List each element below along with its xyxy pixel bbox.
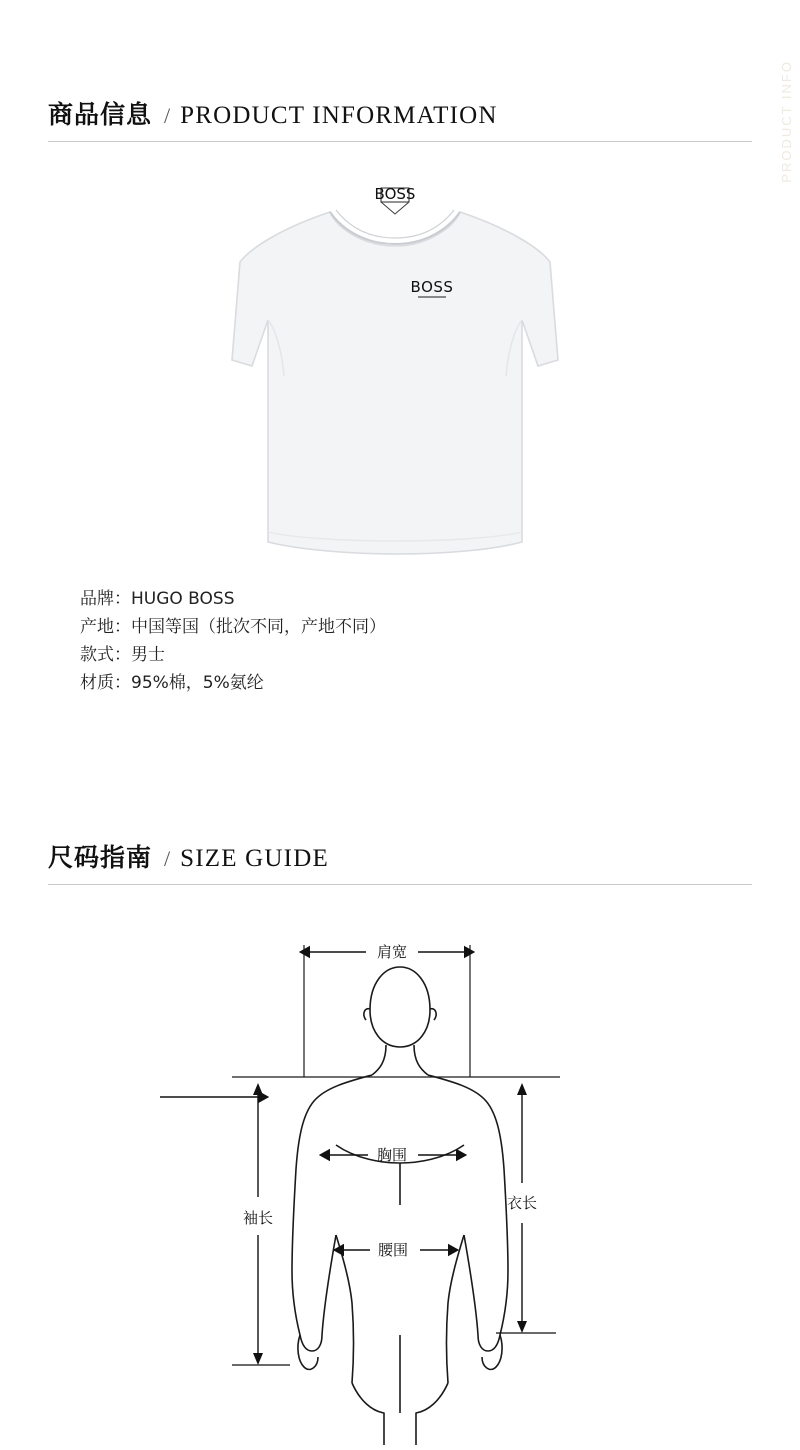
spec-row-brand (80, 585, 386, 613)
measure-length (496, 1083, 556, 1333)
measure-label-length: 衣长 (506, 1194, 538, 1212)
heading-titles-2 (48, 838, 752, 874)
heading-title-cn-2: 尺码指南 (48, 843, 153, 872)
measure-label-sleeve: 袖长 (242, 1209, 274, 1227)
size-guide-diagram (0, 905, 800, 1445)
heading-slash-2: / (164, 846, 171, 871)
reference-lines (232, 945, 560, 1077)
product-spec-list (80, 585, 386, 697)
spec-label-brand: 品牌： (80, 589, 131, 609)
heading-divider (48, 141, 752, 142)
measure-waist (344, 1241, 448, 1259)
svg-text:BOSS: BOSS (410, 278, 454, 296)
section-heading-size-guide (48, 838, 752, 885)
product-image (0, 170, 800, 570)
spec-label-origin: 产地： (80, 617, 131, 637)
chest-brand-logo (411, 278, 454, 297)
watermark-text: PRODUCT INFO (779, 60, 794, 183)
spec-row-material (80, 669, 386, 697)
spec-value-material: 95%棉，5%氨纶 (131, 673, 264, 693)
measure-sleeve (160, 1083, 290, 1365)
spec-label-style: 款式： (80, 645, 131, 665)
spec-row-style (80, 641, 386, 669)
neck-brand-label (375, 185, 416, 214)
section-heading-product-information (48, 95, 752, 142)
heading-title-cn: 商品信息 (48, 100, 153, 129)
body-silhouette (292, 967, 508, 1445)
measure-label-shoulder: 肩宽 (376, 943, 408, 961)
spec-value-style: 男士 (131, 645, 165, 665)
spec-value-brand: HUGO BOSS (131, 589, 235, 609)
measure-shoulder (310, 943, 464, 961)
spec-value-origin: 中国等国（批次不同，产地不同） (131, 617, 386, 637)
heading-titles (48, 95, 752, 131)
measure-chest (330, 1146, 456, 1164)
spec-label-material: 材质： (80, 673, 131, 693)
svg-text:BOSS: BOSS (374, 185, 416, 203)
tshirt-illustration (232, 185, 558, 554)
spec-row-origin (80, 613, 386, 641)
heading-slash: / (164, 103, 171, 128)
heading-divider-2 (48, 884, 752, 885)
heading-title-en: PRODUCT INFORMATION (180, 102, 498, 129)
measure-label-chest: 胸围 (376, 1146, 408, 1164)
measure-label-waist: 腰围 (377, 1241, 409, 1259)
heading-title-en-2: SIZE GUIDE (180, 845, 329, 872)
